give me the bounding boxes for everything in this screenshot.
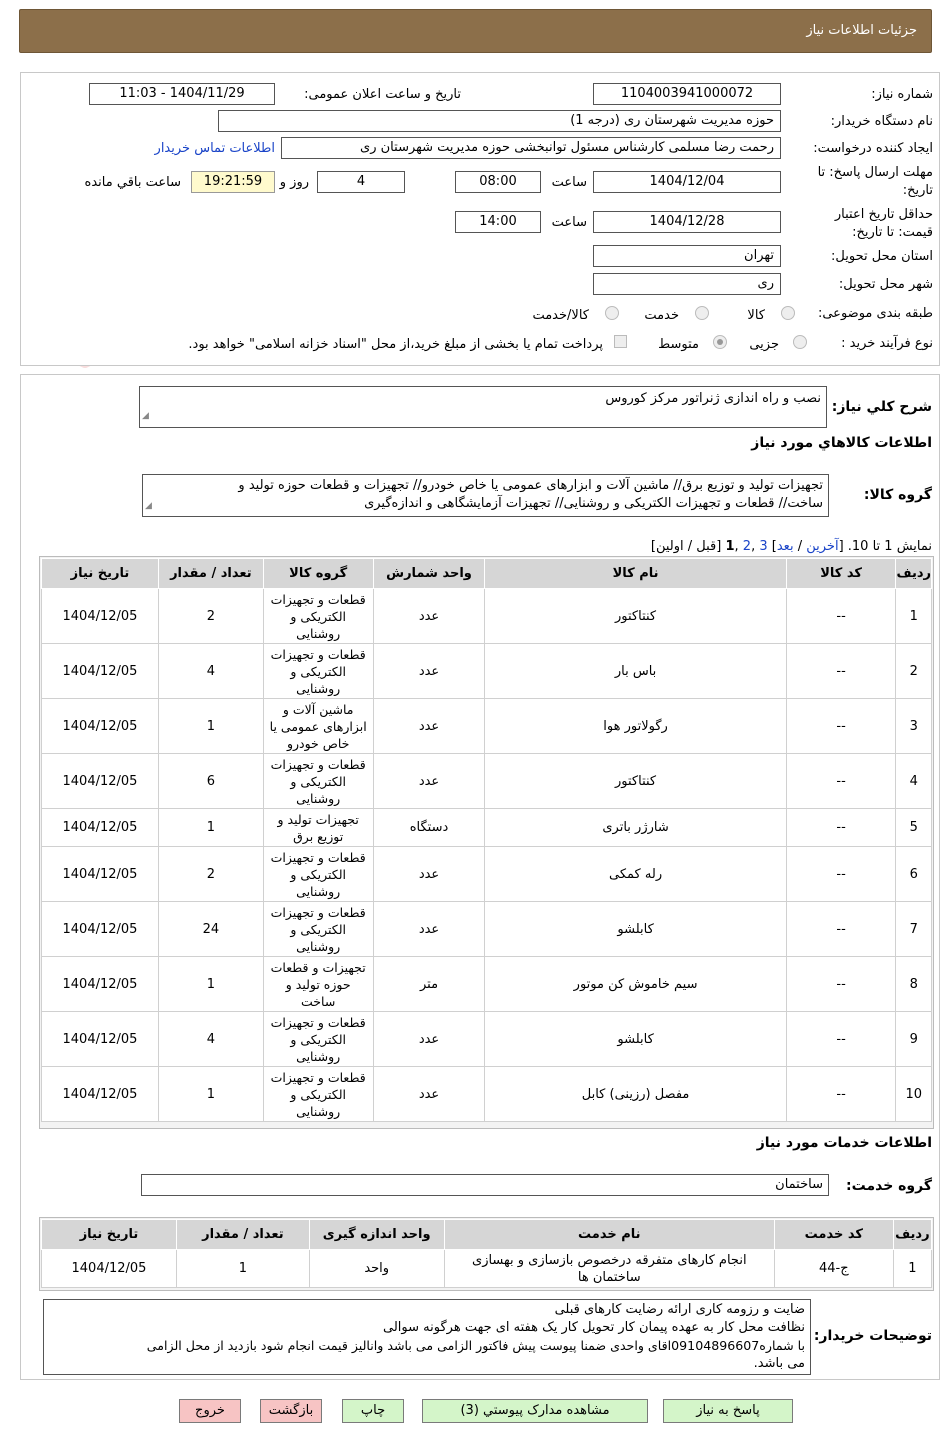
paging-bracket: ] bbox=[767, 539, 777, 554]
cell-row-number: 1 bbox=[896, 589, 932, 644]
summary-textarea bbox=[139, 386, 827, 428]
reply-time-label: ساعت bbox=[551, 175, 587, 190]
cell-goods-code: -- bbox=[786, 1012, 896, 1067]
col-goods-name: نام کالا bbox=[485, 559, 786, 589]
cell-unit: عدد bbox=[373, 589, 485, 644]
col-quantity: تعداد / مقدار bbox=[158, 559, 263, 589]
cell-goods-name: رله کمکی bbox=[485, 847, 786, 902]
cell-goods-code: -- bbox=[786, 847, 896, 902]
table-row bbox=[42, 1012, 932, 1067]
cell-row-number: 9 bbox=[896, 1012, 932, 1067]
cell-row-number: 4 bbox=[896, 754, 932, 809]
cell-quantity: 1 bbox=[158, 1067, 263, 1122]
cell-need-date: 1404/12/05 bbox=[42, 1250, 177, 1288]
info-panel bbox=[20, 72, 940, 366]
paging-current-page: 1 bbox=[725, 539, 735, 554]
cell-need-date: 1404/12/05 bbox=[42, 1012, 159, 1067]
resize-grip: ◢ bbox=[145, 501, 152, 511]
cell-goods-code: -- bbox=[786, 957, 896, 1012]
col-goods-code: کد کالا bbox=[786, 559, 896, 589]
cell-quantity: 1 bbox=[158, 957, 263, 1012]
cell-goods-code: -- bbox=[786, 589, 896, 644]
service-group-field bbox=[141, 1174, 829, 1196]
announce-field: 1404/11/29 - 11:03 bbox=[89, 83, 275, 105]
col-service-code: کد خدمت bbox=[774, 1220, 893, 1250]
cell-goods-code: -- bbox=[786, 809, 896, 847]
cell-quantity: 6 bbox=[158, 754, 263, 809]
buyer-notes-textarea bbox=[43, 1299, 811, 1375]
cell-unit: عدد bbox=[373, 1067, 485, 1122]
cell-quantity: 4 bbox=[158, 1012, 263, 1067]
reply-deadline-label-2: تاریخ: bbox=[902, 183, 933, 198]
creator-field: رحمت رضا مسلمی کارشناس مسئول توانبخشی حوزه مدیریت شهرستان ری bbox=[281, 137, 781, 159]
cell-goods-name: مفصل (رزینی) کابل bbox=[485, 1067, 786, 1122]
cell-need-date: 1404/12/05 bbox=[42, 902, 159, 957]
category-goods-label: کالا bbox=[747, 308, 765, 323]
cell-need-date: 1404/12/05 bbox=[42, 1067, 159, 1122]
process-medium-label: متوسط bbox=[658, 337, 699, 352]
city-label: شهر محل تحویل: bbox=[838, 277, 933, 292]
goods-group-textarea bbox=[142, 474, 829, 517]
goods-group-line-1: تجهیزات تولید و توزیع برق// ماشین آلات و ابزارهای عمومی یا خاص خودرو// تجهیزات و قطعات حوزه تولید و bbox=[238, 478, 823, 493]
paging-next-link[interactable]: بعد bbox=[776, 539, 794, 554]
cell-need-date: 1404/12/05 bbox=[42, 589, 159, 644]
cell-need-date: 1404/12/05 bbox=[42, 809, 159, 847]
service-group-value: ساختمان bbox=[775, 1177, 823, 1192]
cell-goods-group: قطعات و تجهیزات الکتریکی و روشنایی bbox=[263, 847, 373, 902]
table-row bbox=[42, 754, 932, 809]
cell-unit: عدد bbox=[373, 1012, 485, 1067]
cell-quantity: 1 bbox=[158, 809, 263, 847]
cell-goods-code: -- bbox=[786, 902, 896, 957]
cell-unit: عدد bbox=[373, 699, 485, 754]
days-label: روز و bbox=[279, 175, 309, 190]
cell-goods-group: قطعات و تجهیزات الکتریکی و روشنایی bbox=[263, 902, 373, 957]
service-group-label: گروه خدمت: bbox=[846, 1178, 932, 1194]
cell-goods-code: -- bbox=[786, 754, 896, 809]
days-field: 4 bbox=[317, 171, 405, 193]
goods-table-header bbox=[42, 559, 932, 589]
province-field: تهران bbox=[593, 245, 781, 267]
buyer-org-field: حوزه مدیریت شهرستان ری (درجه 1) bbox=[218, 110, 781, 132]
cell-goods-group: تجهیزات و قطعات حوزه تولید و ساخت bbox=[263, 957, 373, 1012]
paging-last-link[interactable]: آخرین bbox=[806, 539, 839, 554]
cell-goods-code: -- bbox=[786, 699, 896, 754]
col-quantity: تعداد / مقدار bbox=[176, 1220, 309, 1250]
need-number-label: شماره نیاز: bbox=[871, 87, 933, 102]
paging-page-2[interactable]: 2 bbox=[742, 539, 752, 554]
cell-row-number: 1 bbox=[893, 1250, 931, 1288]
cell-unit: متر bbox=[373, 957, 485, 1012]
services-section-title: اطلاعات خدمات مورد نياز bbox=[756, 1135, 932, 1151]
goods-table bbox=[41, 558, 932, 1122]
col-service-name: نام خدمت bbox=[444, 1220, 774, 1250]
cell-row-number: 8 bbox=[896, 957, 932, 1012]
col-unit: واحد شمارش bbox=[373, 559, 485, 589]
cell-quantity: 2 bbox=[158, 847, 263, 902]
cell-goods-group: ماشین آلات و ابزارهای عمومی یا خاص خودرو bbox=[263, 699, 373, 754]
cell-goods-code: -- bbox=[786, 1067, 896, 1122]
cell-goods-group: تجهیزات تولید و توزیع برق bbox=[263, 809, 373, 847]
table-row bbox=[42, 902, 932, 957]
table-row bbox=[42, 809, 932, 847]
category-goods-radio[interactable] bbox=[781, 306, 795, 320]
validity-time-label: ساعت bbox=[551, 215, 587, 230]
goods-pagination bbox=[651, 539, 932, 554]
cell-unit: عدد bbox=[373, 644, 485, 699]
cell-goods-group: قطعات و تجهیزات الکتریکی و روشنایی bbox=[263, 644, 373, 699]
cell-row-number: 10 bbox=[896, 1067, 932, 1122]
cell-row-number: 6 bbox=[896, 847, 932, 902]
paging-separator: / bbox=[793, 539, 807, 554]
summary-label: شرح کلي نياز: bbox=[831, 399, 932, 415]
reply-date-field: 1404/12/04 bbox=[593, 171, 781, 193]
creator-label: ایجاد کننده درخواست: bbox=[813, 141, 933, 156]
services-table-header bbox=[42, 1220, 932, 1250]
category-service-label: خدمت bbox=[644, 308, 679, 323]
col-goods-group: گروه کالا bbox=[263, 559, 373, 589]
view-attachments-button[interactable]: مشاهده مدارک پیوستي (3) bbox=[422, 1399, 648, 1423]
treasury-note: پرداخت تمام یا بخشی از مبلغ خرید،از محل "اسناد خزانه اسلامی" خواهد بود. bbox=[188, 337, 603, 352]
cell-quantity: 24 bbox=[158, 902, 263, 957]
paging-page-3[interactable]: 3 bbox=[759, 539, 768, 554]
cell-need-date: 1404/12/05 bbox=[42, 644, 159, 699]
cell-row-number: 5 bbox=[896, 809, 932, 847]
cell-quantity: 2 bbox=[158, 589, 263, 644]
process-label: نوع فرآیند خرید : bbox=[841, 336, 933, 351]
paging-prefix: نمایش 1 تا 10. [ bbox=[838, 539, 932, 554]
reply-button[interactable]: پاسخ به نیاز bbox=[663, 1399, 793, 1423]
cell-need-date: 1404/12/05 bbox=[42, 957, 159, 1012]
cell-goods-group: قطعات و تجهیزات الکتریکی و روشنایی bbox=[263, 754, 373, 809]
cell-goods-name: سیم خاموش کن موتور bbox=[485, 957, 786, 1012]
col-row-number: ردیف bbox=[896, 559, 932, 589]
cell-row-number: 2 bbox=[896, 644, 932, 699]
process-medium-radio[interactable] bbox=[713, 335, 727, 349]
cell-quantity: 1 bbox=[176, 1250, 309, 1288]
cell-quantity: 1 bbox=[158, 699, 263, 754]
cell-row-number: 7 bbox=[896, 902, 932, 957]
validity-date-field: 1404/12/28 bbox=[593, 211, 781, 233]
process-minor-label: جزیی bbox=[749, 337, 779, 352]
services-table bbox=[41, 1219, 932, 1288]
print-button[interactable]: چاپ bbox=[342, 1399, 404, 1423]
cell-goods-name: کابلشو bbox=[485, 902, 786, 957]
page-title: جزئیات اطلاعات نیاز bbox=[806, 23, 917, 38]
paging-suffix: [قبل / اولین] bbox=[650, 539, 726, 554]
paging-comma: , bbox=[751, 539, 760, 554]
remaining-time-field: 19:21:59 bbox=[191, 171, 275, 193]
details-panel bbox=[20, 374, 940, 1380]
category-service-radio[interactable] bbox=[695, 306, 709, 320]
cell-measure-unit: واحد bbox=[309, 1250, 444, 1288]
cell-goods-group: قطعات و تجهیزات الکتریکی و روشنایی bbox=[263, 1067, 373, 1122]
cell-goods-group: قطعات و تجهیزات الکتریکی و روشنایی bbox=[263, 1012, 373, 1067]
col-measure-unit: واحد اندازه گیری bbox=[309, 1220, 444, 1250]
cell-goods-name: کنتاکتور bbox=[485, 754, 786, 809]
table-row bbox=[42, 644, 932, 699]
back-button[interactable]: بازگشت bbox=[260, 1399, 322, 1423]
city-field: ری bbox=[593, 273, 781, 295]
cell-goods-name: کنتاکتور bbox=[485, 589, 786, 644]
contact-buyer-link[interactable]: اطلاعات تماس خریدار bbox=[154, 141, 275, 156]
cell-unit: عدد bbox=[373, 902, 485, 957]
province-label: استان محل تحویل: bbox=[831, 249, 933, 264]
cell-unit: عدد bbox=[373, 847, 485, 902]
category-goods-service-radio[interactable] bbox=[605, 306, 619, 320]
table-row bbox=[42, 847, 932, 902]
cell-service-code: ج-44 bbox=[774, 1250, 893, 1288]
reply-deadline-label: مهلت ارسال پاسخ: تا bbox=[817, 165, 933, 180]
goods-section-title: اطلاعات کالاهاي مورد نياز bbox=[751, 435, 932, 451]
paging-comma: , bbox=[734, 539, 743, 554]
table-row bbox=[42, 699, 932, 754]
exit-button[interactable]: خروج bbox=[179, 1399, 241, 1423]
page-header bbox=[19, 9, 932, 53]
col-need-date: تاریخ نیاز bbox=[42, 559, 159, 589]
cell-goods-code: -- bbox=[786, 644, 896, 699]
remaining-label: ساعت باقي مانده bbox=[84, 175, 181, 190]
col-need-date: تاریخ نیاز bbox=[42, 1220, 177, 1250]
summary-text: نصب و راه اندازی ژنراتور مرکز کوروس bbox=[605, 391, 821, 406]
buyer-notes-line-1: ضایت و رزومه کاری ارائه رضایت کارهای قبلی bbox=[554, 1302, 805, 1317]
buyer-notes-label: توضیحات خریدار: bbox=[813, 1328, 932, 1344]
category-goods-service-label: کالا/خدمت bbox=[532, 308, 589, 323]
buyer-notes-line-3: با شماره09104896607اقای واحدی ضمنا پیوست پیش فاکتور الزامی می باشد وانالیز قیمت انجام شود بازدید از محل الزامی bbox=[146, 1338, 805, 1353]
table-row bbox=[42, 589, 932, 644]
category-label: طبقه بندی موضوعی: bbox=[817, 306, 933, 321]
goods-group-label: گروه کالا: bbox=[863, 487, 932, 503]
validity-label: حداقل تاریخ اعتبار bbox=[834, 207, 933, 222]
cell-goods-group: قطعات و تجهیزات الکتریکی و روشنایی bbox=[263, 589, 373, 644]
cell-need-date: 1404/12/05 bbox=[42, 847, 159, 902]
col-row-number: ردیف bbox=[893, 1220, 931, 1250]
need-number-field: 1104003941000072 bbox=[593, 83, 781, 105]
buyer-notes-line-2: نظافت محل کار به عهده پیمان کار تحویل کار یک هفته ای جهت هرگونه سوالی bbox=[383, 1320, 805, 1335]
cell-need-date: 1404/12/05 bbox=[42, 754, 159, 809]
table-row bbox=[42, 1067, 932, 1122]
cell-quantity: 4 bbox=[158, 644, 263, 699]
validity-time-field: 14:00 bbox=[455, 211, 541, 233]
table-row bbox=[42, 957, 932, 1012]
reply-time-field: 08:00 bbox=[455, 171, 541, 193]
cell-goods-name: رگولاتور هوا bbox=[485, 699, 786, 754]
table-row bbox=[42, 1250, 932, 1288]
goods-group-line-2: ساخت// قطعات و تجهیزات الکتریکی و روشنایی// تجهیزات آزمایشگاهی و اندازه‌گیری bbox=[364, 496, 823, 511]
resize-grip: ◢ bbox=[142, 411, 149, 421]
cell-goods-name: شارژر باتری bbox=[485, 809, 786, 847]
cell-unit: عدد bbox=[373, 754, 485, 809]
cell-need-date: 1404/12/05 bbox=[42, 699, 159, 754]
cell-row-number: 3 bbox=[896, 699, 932, 754]
cell-goods-name: کابلشو bbox=[485, 1012, 786, 1067]
cell-service-name: انجام کارهای متفرقه درخصوص بازسازی و بهسازی ساختمان ها bbox=[444, 1250, 774, 1288]
announce-label: تاریخ و ساعت اعلان عمومی: bbox=[304, 87, 461, 102]
cell-unit: دستگاه bbox=[373, 809, 485, 847]
cell-goods-name: باس بار bbox=[485, 644, 786, 699]
validity-label-2: قیمت: تا تاریخ: bbox=[852, 225, 933, 240]
process-minor-radio[interactable] bbox=[793, 335, 807, 349]
buyer-notes-line-4: می باشد. bbox=[753, 1356, 805, 1371]
treasury-checkbox[interactable] bbox=[614, 335, 627, 348]
buyer-org-label: نام دستگاه خریدار: bbox=[830, 114, 933, 129]
